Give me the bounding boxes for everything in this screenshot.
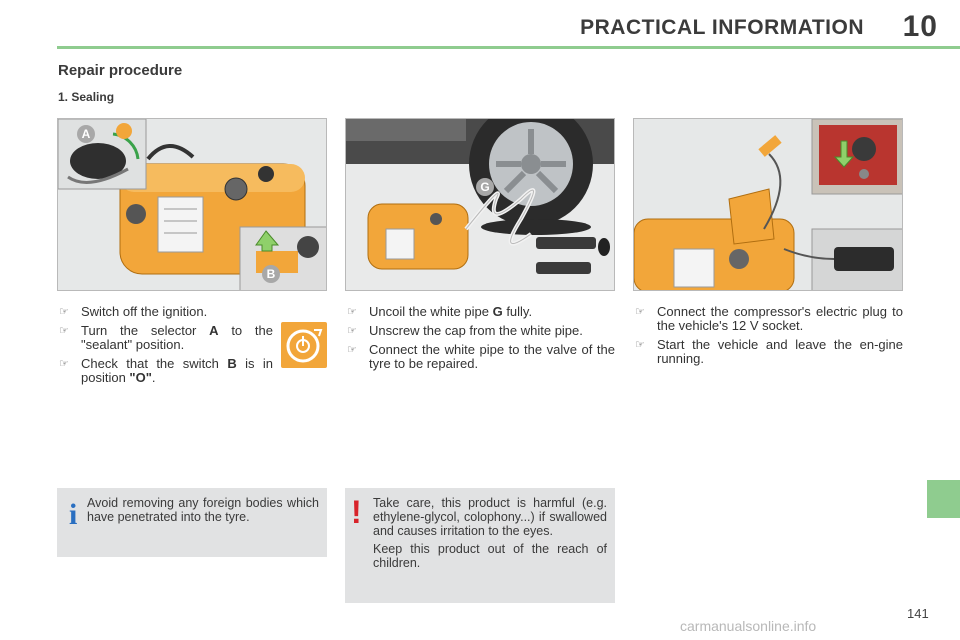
pointing-hand-icon: ☞ (59, 325, 69, 337)
callout-g: G (476, 178, 494, 196)
info-note (57, 488, 327, 557)
sealant-selector-icon (281, 322, 327, 368)
warning-note (345, 488, 615, 603)
step-item: ☞ Unscrew the cap from the white pipe. (347, 323, 583, 338)
section-title: Repair procedure (58, 62, 183, 79)
steps-column-3 (633, 305, 903, 371)
warning-paragraph: Keep this product out of the reach of children. (373, 542, 607, 570)
page-number: 141 (907, 606, 929, 621)
steps-column-1 (57, 305, 273, 390)
watermark: carmanualsonline.info (680, 618, 817, 634)
pointing-hand-icon: ☞ (347, 344, 357, 356)
pointing-hand-icon: ☞ (635, 306, 645, 318)
steps-column-2 (345, 305, 615, 376)
info-icon: i (69, 498, 78, 531)
step-item: ☞ Start the vehicle and leave the en-gine running. (635, 337, 903, 366)
pointing-hand-icon: ☞ (59, 306, 69, 318)
pointing-hand-icon: ☞ (347, 325, 357, 337)
step-item: ☞ Connect the compressor's electric plug to the vehicle's 12 V socket. (635, 304, 903, 333)
pointing-hand-icon: ☞ (635, 339, 645, 351)
info-note-text: Avoid removing any foreign bodies which have penetrated into the tyre. (87, 496, 319, 524)
callout-a: A (77, 125, 95, 143)
figure-12v-socket (633, 118, 903, 291)
warning-paragraph: Take care, this product is harmful (e.g. ethylene-glycol, colophony...) if swallowed and causes irritation to the eyes. (373, 496, 607, 538)
step-item: ☞ Connect the white pipe to the valve of the tyre to be repaired. (347, 342, 615, 371)
figure-tyre-connection (345, 118, 615, 291)
step-item: ☞ Check that the switch B is in position "O". (59, 356, 274, 385)
pointing-hand-icon: ☞ (59, 358, 69, 370)
page-title: PRACTICAL INFORMATION (580, 16, 864, 39)
header-rule (57, 46, 960, 49)
figure-compressor-selector (57, 118, 327, 291)
warning-icon: ! (351, 494, 362, 530)
step-item: ☞ Switch off the ignition. (59, 304, 208, 319)
chapter-number: 10 (902, 10, 938, 43)
step-item: ☞ Turn the selector A to the "sealant" position. (59, 323, 273, 352)
warning-note-text (373, 496, 607, 574)
chapter-side-tab (927, 480, 960, 518)
step-subtitle: 1. Sealing (58, 90, 115, 104)
pointing-hand-icon: ☞ (347, 306, 357, 318)
step-item: ☞ Uncoil the white pipe G fully. (347, 304, 533, 319)
callout-b: B (262, 265, 280, 283)
